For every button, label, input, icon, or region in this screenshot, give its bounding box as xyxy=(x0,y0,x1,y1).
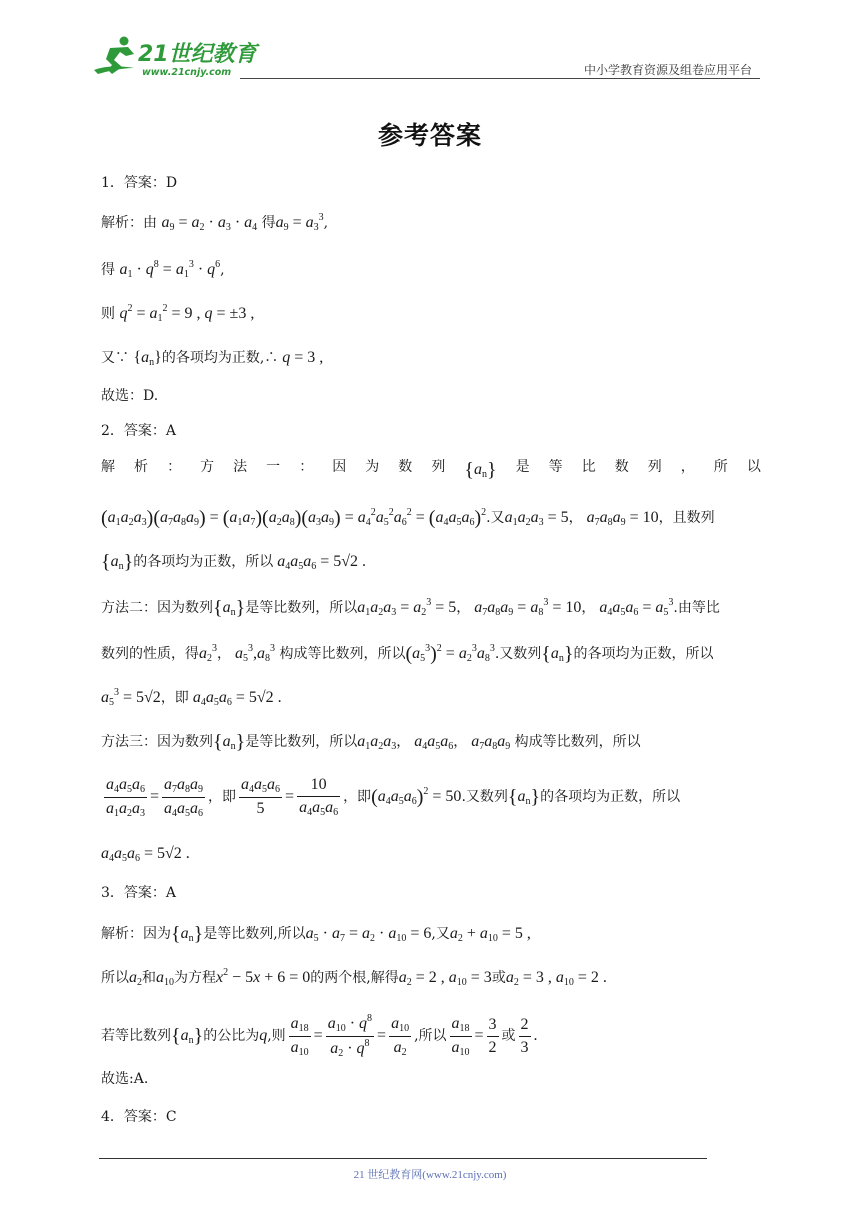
formula: $(a_5^3)^2 = a_2^3a_8^3$ xyxy=(405,643,495,665)
text-segment: 为方程 xyxy=(174,970,216,986)
platform-name: 中小学教育资源及组卷应用平台 xyxy=(583,63,752,77)
formula: $\{a_n\}$ xyxy=(171,923,204,945)
fraction: $\frac{a_7a_8a_9}{a_4a_5a_6}$ xyxy=(164,776,204,819)
text-segment: 数列的性质，得 xyxy=(101,646,199,662)
text-segment: .又数列 xyxy=(494,646,542,662)
text-segment: 的各项均为正数，所以 xyxy=(540,789,681,805)
formula: $a_1a_2a_3$ xyxy=(357,733,397,752)
text-segment: 构成等比数列，所以 xyxy=(514,734,641,750)
formula: $a_7a_8a_9 = a_8^3 = 10$ xyxy=(470,597,582,618)
q2-method3-line-2: $\frac{a_4a_5a_6}{a_1a_2a_3}$ = $\frac{a_7a_8a_9}{a_4a_5a_6}$ ，即 $\frac{a_4a_5a_6}{5}$ = $\frac{10}{a_4a_5a_6}$ ，即$(a_4a_5a_6)^2 = 50$.又数列$\{a_n\}$的各项均为正数，所以 xyxy=(106,776,681,819)
q1-l1-prefix: 解析：由 xyxy=(101,215,157,231)
q3-line-3: 若等比数列$\{a_n\}$的公比为q,则 $\frac{a_{18}}{a_{10}}$ = $\frac{a_{10} \cdot q^8}{a_2 \cdot q^8}$ = $\frac{a_{10}}{a_2}$ ,所以 $\frac{a_{18}}{a_{10}}$ = $\frac{3}{2}$ 或 $\frac{2}{3}$ . xyxy=(101,1013,538,1059)
text-segment: 所 xyxy=(713,459,728,475)
formula: $\{a_n\}$ xyxy=(133,349,162,368)
q3-answer: 3．答案：A xyxy=(101,885,177,901)
q1-line-3 xyxy=(101,304,254,324)
q2-line-1 xyxy=(101,460,761,480)
page-title: 参考答案 xyxy=(377,121,482,150)
q1-line-1: 解析：由 $a_9 = a_2 \cdot a_3 \cdot a_4$ 得$a_9 = a_3^3$, xyxy=(101,212,329,233)
q2-line-3 xyxy=(101,552,366,572)
formula: q = 3 , xyxy=(278,349,324,366)
text-segment: 或 xyxy=(491,970,506,986)
text-segment: 方法二：因为数列 xyxy=(101,600,213,616)
text-segment: 的公比为 xyxy=(203,1028,260,1044)
text-segment: 构成等比数列，所以 xyxy=(279,646,406,662)
formula: $a_9 = a_2 \cdot a_3 \cdot a_4$ xyxy=(161,214,258,233)
text-segment: ,则 xyxy=(267,1028,286,1044)
text-segment: 因 xyxy=(332,459,347,475)
text-segment: 列 xyxy=(647,459,662,475)
text-segment: 解 xyxy=(101,459,115,475)
formula: $x^2 - 5x + 6 = 0$ xyxy=(216,967,311,986)
text-segment: 方 xyxy=(200,459,215,475)
text-segment: ，即 xyxy=(343,789,372,805)
formula: $a_4a_5a_6 = 5√2$ . xyxy=(101,845,190,864)
formula: $\{a_n\}$ xyxy=(541,643,574,665)
q3-line-1 xyxy=(101,924,531,944)
text-segment: 若等比数列 xyxy=(101,1028,171,1044)
formula: $\{a_n\}$ xyxy=(171,1025,204,1047)
text-segment: 是等比数列，所以 xyxy=(245,734,358,750)
text-segment: 的各项均为正数，所以 xyxy=(133,554,274,570)
text-segment: 的两个根,解得 xyxy=(310,970,399,986)
text-segment: ： xyxy=(299,459,314,475)
formula: $(a_4a_5a_6)^2 = 50$ xyxy=(371,786,462,808)
text-segment: ,又 xyxy=(431,926,450,942)
q1-line-2: 得 $a_1 \cdot q^8 = a_1^3 \cdot q^6$, xyxy=(101,259,225,280)
text-segment: 和 xyxy=(142,970,156,986)
q4-answer: 4．答案：C xyxy=(101,1109,177,1125)
text-segment: 是 xyxy=(515,459,530,475)
text-segment: 为 xyxy=(365,459,380,475)
text-segment: 以 xyxy=(746,459,761,475)
text-segment: ： xyxy=(167,459,182,475)
q2-method2-line-1: 方法二：因为数列$\{a_n\}$是等比数列，所以$a_1a_2a_3 = a_2^3 = 5$， $a_7a_8a_9 = a_8^3 = 10$， $a_4a_5a_6 = a_5^3$.由等比 xyxy=(101,597,720,619)
q2-line-2: $(a_1a_2a_3)(a_7a_8a_9) = (a_1a_7)(a_2a_8)(a_3a_9) = a_4^2a_5^2a_6^2 = (a_4a_5a_6)^2$.又$a_1a_2a_3 = 5$， $a_7a_8a_9 = 10$，且数列 xyxy=(101,507,715,529)
formula: $a_2 = 3$ , $a_{10} = 2$ . xyxy=(505,969,607,988)
text-segment: ，即 xyxy=(208,789,237,805)
formula: $a_{10}$ xyxy=(156,969,174,988)
formula: $a_5^3,a_8^3$ xyxy=(231,643,275,664)
q1-line-4 xyxy=(101,350,323,368)
text-segment: 比 xyxy=(581,459,596,475)
text-segment: 是等比数列,所以 xyxy=(203,926,306,942)
formula: $\{a_n\}$ xyxy=(464,459,497,481)
q1-end: 故选：D. xyxy=(101,388,159,404)
logo-main-text: 21世纪教育 xyxy=(138,42,257,67)
text-segment: 或 xyxy=(501,1028,516,1044)
q2-method2-line-3 xyxy=(101,688,282,708)
formula: $a_5^3 = 5√2$ xyxy=(101,687,161,708)
text-segment: ， xyxy=(680,459,695,475)
header-divider xyxy=(240,78,760,79)
q1-l1-mid: 得 xyxy=(261,215,276,231)
q1-l2-prefix: 得 xyxy=(101,262,115,278)
fraction: $\frac{a_{10}}{a_2}$ xyxy=(391,1015,410,1058)
formula: $a_7a_8a_9 = 10$ xyxy=(582,509,659,528)
text-segment: .由等比 xyxy=(673,600,720,616)
formula: $a_4a_5a_6$ xyxy=(410,733,454,752)
q2-answer: 2．答案：A xyxy=(101,423,177,439)
text-segment: 是等比数列，所以 xyxy=(245,600,358,616)
text-segment: 等 xyxy=(548,459,563,475)
text-segment: ，即 xyxy=(160,690,189,706)
formula: $a_2 = 2$ , $a_{10} = 3$ xyxy=(398,969,492,988)
q1-l3-prefix: 则 xyxy=(101,306,115,322)
formula: $a_4a_5a_6 = a_5^3$ xyxy=(595,597,674,618)
fraction: $\frac{2}{3}$ xyxy=(520,1015,529,1056)
q1-answer: 1．答案：D xyxy=(101,175,178,191)
page-header xyxy=(90,30,760,78)
text-segment: 列 xyxy=(431,459,446,475)
formula: $\{a_n\}$ xyxy=(101,551,134,573)
text-segment: 方法三：因为数列 xyxy=(101,734,213,750)
text-segment: ,所以 xyxy=(414,1028,447,1044)
formula: $a_2^3$ xyxy=(199,643,217,664)
formula: $\{a_n\}$ xyxy=(507,786,541,808)
fraction: $\frac{a_{18}}{a_{10}}$ xyxy=(290,1015,309,1058)
q1-l4-prefix: 又∵ xyxy=(101,350,129,366)
footer-link[interactable]: 21 世纪教育网(www.21cnjy.com) xyxy=(353,1169,507,1181)
formula: $(a_1a_2a_3)(a_7a_8a_9) = (a_1a_7)(a_2a_8)(a_3a_9) = a_4^2a_5^2a_6^2 = (a_4a_5a_6)^2$ xyxy=(101,507,487,529)
ratio-symbol: q xyxy=(259,1027,268,1044)
formula: $\{a_n\}$ xyxy=(213,597,246,619)
fraction: $\frac{10}{a_4a_5a_6}$ xyxy=(299,776,339,819)
text-segment: 一 xyxy=(266,459,281,475)
q3-end: 故选:A. xyxy=(101,1071,149,1087)
q2-method3-line-1: 方法三：因为数列$\{a_n\}$是等比数列，所以$a_1a_2a_3$， $a_4a_5a_6$， $a_7a_8a_9$ 构成等比数列，所以 xyxy=(101,731,641,753)
text-segment: 析 xyxy=(134,459,149,475)
fraction: $\frac{a_{10} \cdot q^8}{a_2 \cdot q^8}$ xyxy=(327,1013,373,1059)
q3-line-2 xyxy=(101,968,607,988)
formula: $a_4a_5a_6 = 5√2$ . xyxy=(273,553,367,572)
formula: $a_2$ xyxy=(129,969,142,988)
text-segment: 的各项均为正数，所以 xyxy=(573,646,714,662)
fraction: $\frac{a_4a_5a_6}{5}$ xyxy=(241,776,281,817)
formula: $a_1a_2a_3 = a_2^3 = 5$ xyxy=(357,597,457,618)
formula: $a_1 \cdot q^8 = a_1^3 \cdot q^6$ xyxy=(119,259,221,280)
q1-l4-mid: 的各项均为正数,∴ xyxy=(161,350,279,366)
site-logo xyxy=(90,34,265,78)
formula: $q^2 = a_1^2 = 9$ , q = ±3 , xyxy=(119,303,255,324)
fraction: $\frac{3}{2}$ xyxy=(488,1015,497,1056)
text-segment: 数 xyxy=(614,459,629,475)
formula: $a_2 + a_{10} = 5$ , xyxy=(449,925,531,944)
text-segment: .又数列 xyxy=(461,789,508,805)
text-segment: 所以 xyxy=(101,970,129,986)
text-segment: 数 xyxy=(398,459,413,475)
text-segment: ，且数列 xyxy=(658,510,715,526)
q2-method2-line-2: 数列的性质，得$a_2^3$， $a_5^3,a_8^3$ 构成等比数列，所以$(a_5^3)^2 = a_2^3a_8^3$.又数列$\{a_n\}$的各项均为正数，所以 xyxy=(101,643,714,665)
fraction: $\frac{a_4a_5a_6}{a_1a_2a_3}$ xyxy=(106,776,145,819)
formula: $a_5 \cdot a_7 = a_2 \cdot a_{10} = 6$ xyxy=(305,925,432,944)
text-segment: 解析：因为 xyxy=(101,926,171,942)
formula: $a_9 = a_3^3$ xyxy=(275,212,324,233)
footer-divider xyxy=(99,1158,707,1159)
formula: $\{a_n\}$ xyxy=(213,731,246,753)
text-segment: .又 xyxy=(486,510,505,526)
text-segment: 法 xyxy=(233,459,248,475)
fraction: $\frac{a_{18}}{a_{10}}$ xyxy=(451,1015,470,1058)
formula: $a_7a_8a_9$ xyxy=(467,733,511,752)
formula: $a_1a_2a_3 = 5$ xyxy=(504,509,569,528)
q2-method3-line-3 xyxy=(101,846,190,864)
formula: $a_4a_5a_6 = 5√2$ . xyxy=(188,689,282,708)
logo-url-text: www.21cnjy.com xyxy=(142,67,232,78)
